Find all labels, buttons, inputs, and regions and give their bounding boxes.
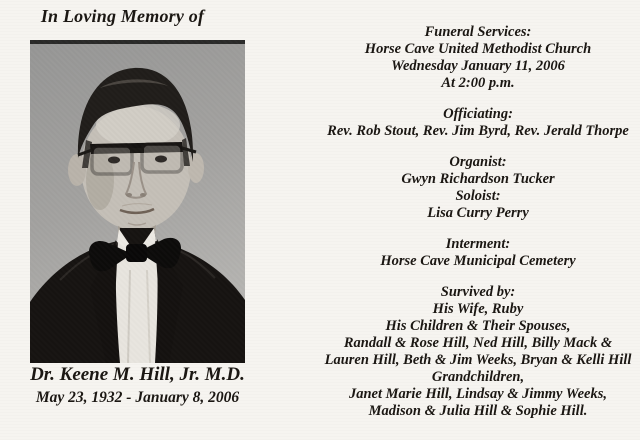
- portrait-photo: [30, 40, 245, 363]
- section-line: Lisa Curry Perry: [427, 205, 529, 221]
- section-line: Madison & Julia Hill & Sophie Hill.: [368, 403, 588, 419]
- section-funeral-services: [318, 24, 638, 92]
- service-details: [318, 24, 638, 434]
- section-title: Survived by:: [440, 284, 516, 300]
- section-line: Randall & Rose Hill, Ned Hill, Billy Mack &: [343, 335, 613, 351]
- section-line: Wednesday January 11, 2006: [391, 58, 565, 74]
- deceased-name: Dr. Keene M. Hill, Jr. M.D.: [30, 364, 245, 385]
- section-line: Gwyn Richardson Tucker: [401, 171, 555, 187]
- section-line: At 2:00 p.m.: [441, 75, 515, 91]
- section-survived-by: [318, 284, 638, 420]
- section-line: Janet Marie Hill, Lindsay & Jimmy Weeks,: [348, 386, 608, 402]
- page-title: In Loving Memory of: [40, 6, 205, 26]
- deceased-dates: May 23, 1932 - January 8, 2006: [35, 389, 240, 406]
- section-title: Soloist:: [455, 188, 501, 204]
- section-line: Horse Cave United Methodist Church: [364, 41, 592, 57]
- section-title: Funeral Services:: [424, 24, 532, 40]
- section-title: Officiating:: [443, 106, 513, 122]
- section-line: His Children & Their Spouses,: [385, 318, 571, 334]
- section-line: Grandchildren,: [431, 369, 525, 385]
- section-title: Interment:: [445, 236, 511, 252]
- section-line: His Wife, Ruby: [432, 301, 524, 317]
- section-interment: [318, 236, 638, 270]
- section-line: Lauren Hill, Beth & Jim Weeks, Bryan & Kelli Hill: [324, 352, 632, 368]
- section-organist: [318, 154, 638, 188]
- section-line: Horse Cave Municipal Cemetery: [380, 253, 576, 269]
- portrait-illustration: [30, 40, 245, 363]
- section-officiating: [318, 106, 638, 140]
- section-title: Organist:: [449, 154, 507, 170]
- section-soloist: [318, 188, 638, 222]
- section-line: Rev. Rob Stout, Rev. Jim Byrd, Rev. Jerald Thorpe: [327, 123, 629, 139]
